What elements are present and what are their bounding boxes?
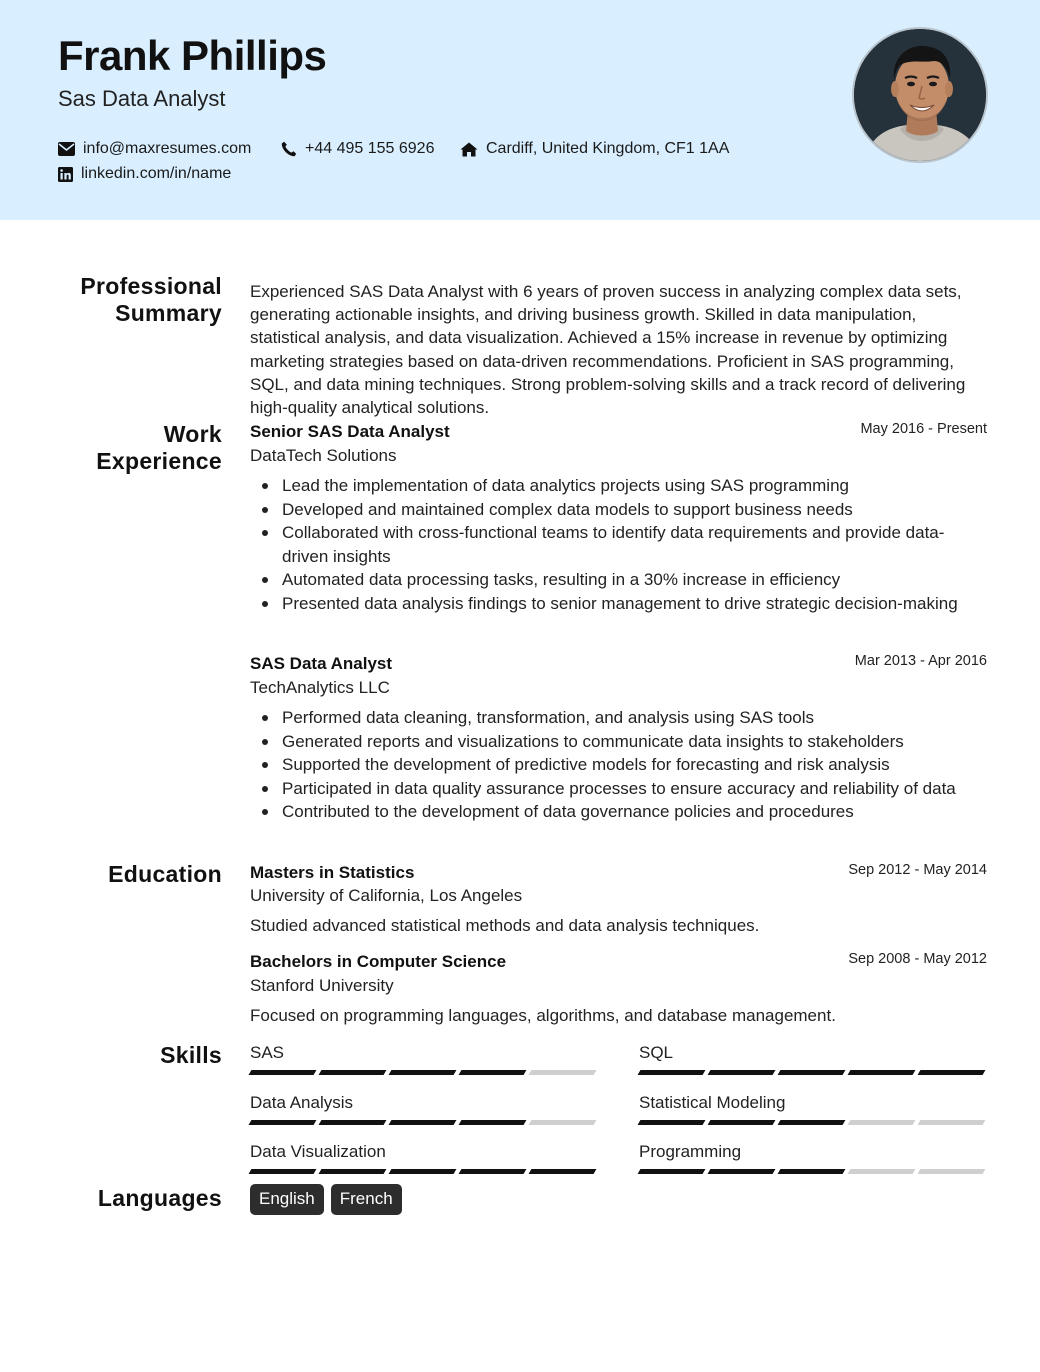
skill-segment-empty — [848, 1169, 916, 1174]
language-list — [250, 1184, 402, 1215]
skill-segment-empty — [529, 1070, 597, 1075]
work-heading-line1: Work — [163, 421, 222, 447]
skill-level-bar — [639, 1120, 987, 1125]
skill-segment-empty — [918, 1120, 986, 1125]
skill-segment-filled — [249, 1120, 317, 1125]
list-item: Developed and maintained complex data models to support business needs — [258, 498, 978, 522]
skill-segment-filled — [249, 1169, 317, 1174]
skill-name: SAS — [250, 1043, 285, 1062]
list-item: Automated data processing tasks, resulting in a 30% increase in efficiency — [258, 568, 978, 592]
skill-item — [250, 1043, 598, 1075]
skill-segment-filled — [389, 1070, 457, 1075]
school-name: University of California, Los Angeles — [250, 886, 523, 905]
skill-name: SQL — [639, 1043, 674, 1062]
phone-text[interactable]: +44 495 155 6926 — [305, 140, 435, 157]
job-bullets — [258, 474, 978, 616]
education-description: Studied advanced statistical methods and data analysis techniques. — [250, 916, 760, 935]
contact-email[interactable] — [58, 140, 251, 158]
skill-segment-filled — [459, 1070, 527, 1075]
skill-segment-filled — [708, 1169, 776, 1174]
list-item: Presented data analysis findings to senior management to drive strategic decision-making — [258, 592, 978, 616]
skill-item — [250, 1093, 598, 1125]
skill-name: Data Visualization — [250, 1142, 386, 1161]
job-company: DataTech Solutions — [250, 446, 397, 465]
list-item: Lead the implementation of data analytics projects using SAS programming — [258, 474, 978, 498]
skill-segment-filled — [529, 1169, 597, 1174]
skill-segment-filled — [389, 1120, 457, 1125]
home-icon — [460, 142, 478, 157]
job-dates: May 2016 - Present — [860, 421, 987, 437]
contact-linkedin[interactable] — [58, 165, 231, 183]
skill-segment-filled — [638, 1120, 706, 1125]
skill-level-bar — [250, 1169, 598, 1174]
section-heading-skills: Skills — [160, 1042, 222, 1068]
skill-segment-filled — [918, 1070, 986, 1075]
job-dates: Mar 2013 - Apr 2016 — [854, 653, 987, 669]
skill-segment-filled — [319, 1070, 387, 1075]
profile-photo — [852, 27, 988, 163]
linkedin-text[interactable]: linkedin.com/in/name — [81, 165, 232, 182]
skill-segment-filled — [708, 1120, 776, 1125]
skill-segment-filled — [389, 1169, 457, 1174]
degree-title: Masters in Statistics — [250, 863, 415, 882]
skill-segment-filled — [848, 1070, 916, 1075]
list-item: Participated in data quality assurance processes to ensure accuracy and reliability of data — [258, 777, 978, 801]
skill-segment-filled — [319, 1120, 387, 1125]
candidate-name: Frank Phillips — [58, 32, 327, 79]
job-company: TechAnalytics LLC — [250, 678, 390, 697]
list-item: Collaborated with cross-functional teams to identify data requirements and provide data-driven insights — [258, 521, 978, 568]
skill-name: Statistical Modeling — [639, 1093, 786, 1112]
list-item: Contributed to the development of data governance policies and procedures — [258, 800, 978, 824]
list-item: Performed data cleaning, transformation, and analysis using SAS tools — [258, 706, 978, 730]
skill-item — [639, 1142, 987, 1174]
skill-segment-filled — [778, 1070, 846, 1075]
resume-header — [0, 0, 1040, 220]
summary-text: Experienced SAS Data Analyst with 6 years of proven success in analyzing complex data sets, generating actionable insights, and driving business growth. Skilled in data manipulation, statistical analysis, and data visualization. Achieved a 15% increase in revenue by optimizing marketing strategies based on data-driven recommendations. Proficient in SAS programming, SQL, and data mining techniques. Strong problem-solving skills and a track record of delivering high-quality analytical solutions. — [250, 282, 966, 418]
language-badge: French — [331, 1184, 402, 1215]
phone-icon — [281, 141, 297, 157]
envelope-icon — [58, 142, 75, 156]
job-title: Senior SAS Data Analyst — [250, 422, 450, 441]
contact-phone[interactable] — [281, 140, 434, 158]
skill-name: Programming — [639, 1142, 742, 1161]
skill-segment-filled — [249, 1070, 317, 1075]
education-dates: Sep 2008 - May 2012 — [848, 951, 987, 967]
skill-segment-empty — [529, 1120, 597, 1125]
skill-segment-filled — [778, 1169, 846, 1174]
summary-heading-line2: Summary — [115, 300, 222, 326]
email-text[interactable]: info@maxresumes.com — [83, 140, 252, 157]
skill-level-bar — [639, 1169, 987, 1174]
skill-level-bar — [250, 1070, 598, 1075]
education-description: Focused on programming languages, algorithms, and database management. — [250, 1006, 836, 1025]
education-dates: Sep 2012 - May 2014 — [848, 862, 987, 878]
skill-item — [639, 1093, 987, 1125]
skill-segment-filled — [638, 1169, 706, 1174]
list-item: Generated reports and visualizations to communicate data insights to stakeholders — [258, 730, 978, 754]
degree-title: Bachelors in Computer Science — [250, 952, 507, 971]
contact-location — [460, 140, 729, 158]
school-name: Stanford University — [250, 976, 394, 995]
section-heading-languages: Languages — [97, 1185, 222, 1211]
language-badge: English — [250, 1184, 324, 1215]
skill-segment-filled — [459, 1169, 527, 1174]
job-title: SAS Data Analyst — [250, 654, 393, 673]
job-bullets — [258, 706, 978, 824]
list-item: Supported the development of predictive models for forecasting and risk analysis — [258, 753, 978, 777]
skill-segment-empty — [918, 1169, 986, 1174]
section-heading-summary — [52, 273, 222, 327]
skill-item — [250, 1142, 598, 1174]
skill-level-bar — [639, 1070, 987, 1075]
skill-segment-filled — [778, 1120, 846, 1125]
candidate-title: Sas Data Analyst — [58, 86, 226, 111]
skill-name: Data Analysis — [250, 1093, 353, 1112]
work-heading-line2: Experience — [96, 448, 222, 474]
skill-level-bar — [250, 1120, 598, 1125]
skill-segment-empty — [848, 1120, 916, 1125]
section-heading-education: Education — [108, 861, 222, 887]
skill-segment-filled — [638, 1070, 706, 1075]
skill-segment-filled — [319, 1169, 387, 1174]
summary-heading-line1: Professional — [80, 273, 222, 299]
section-heading-work — [52, 421, 222, 475]
location-text: Cardiff, United Kingdom, CF1 1AA — [486, 140, 730, 157]
skill-segment-filled — [459, 1120, 527, 1125]
linkedin-icon — [58, 167, 73, 182]
skill-item — [639, 1043, 987, 1075]
skill-segment-filled — [708, 1070, 776, 1075]
